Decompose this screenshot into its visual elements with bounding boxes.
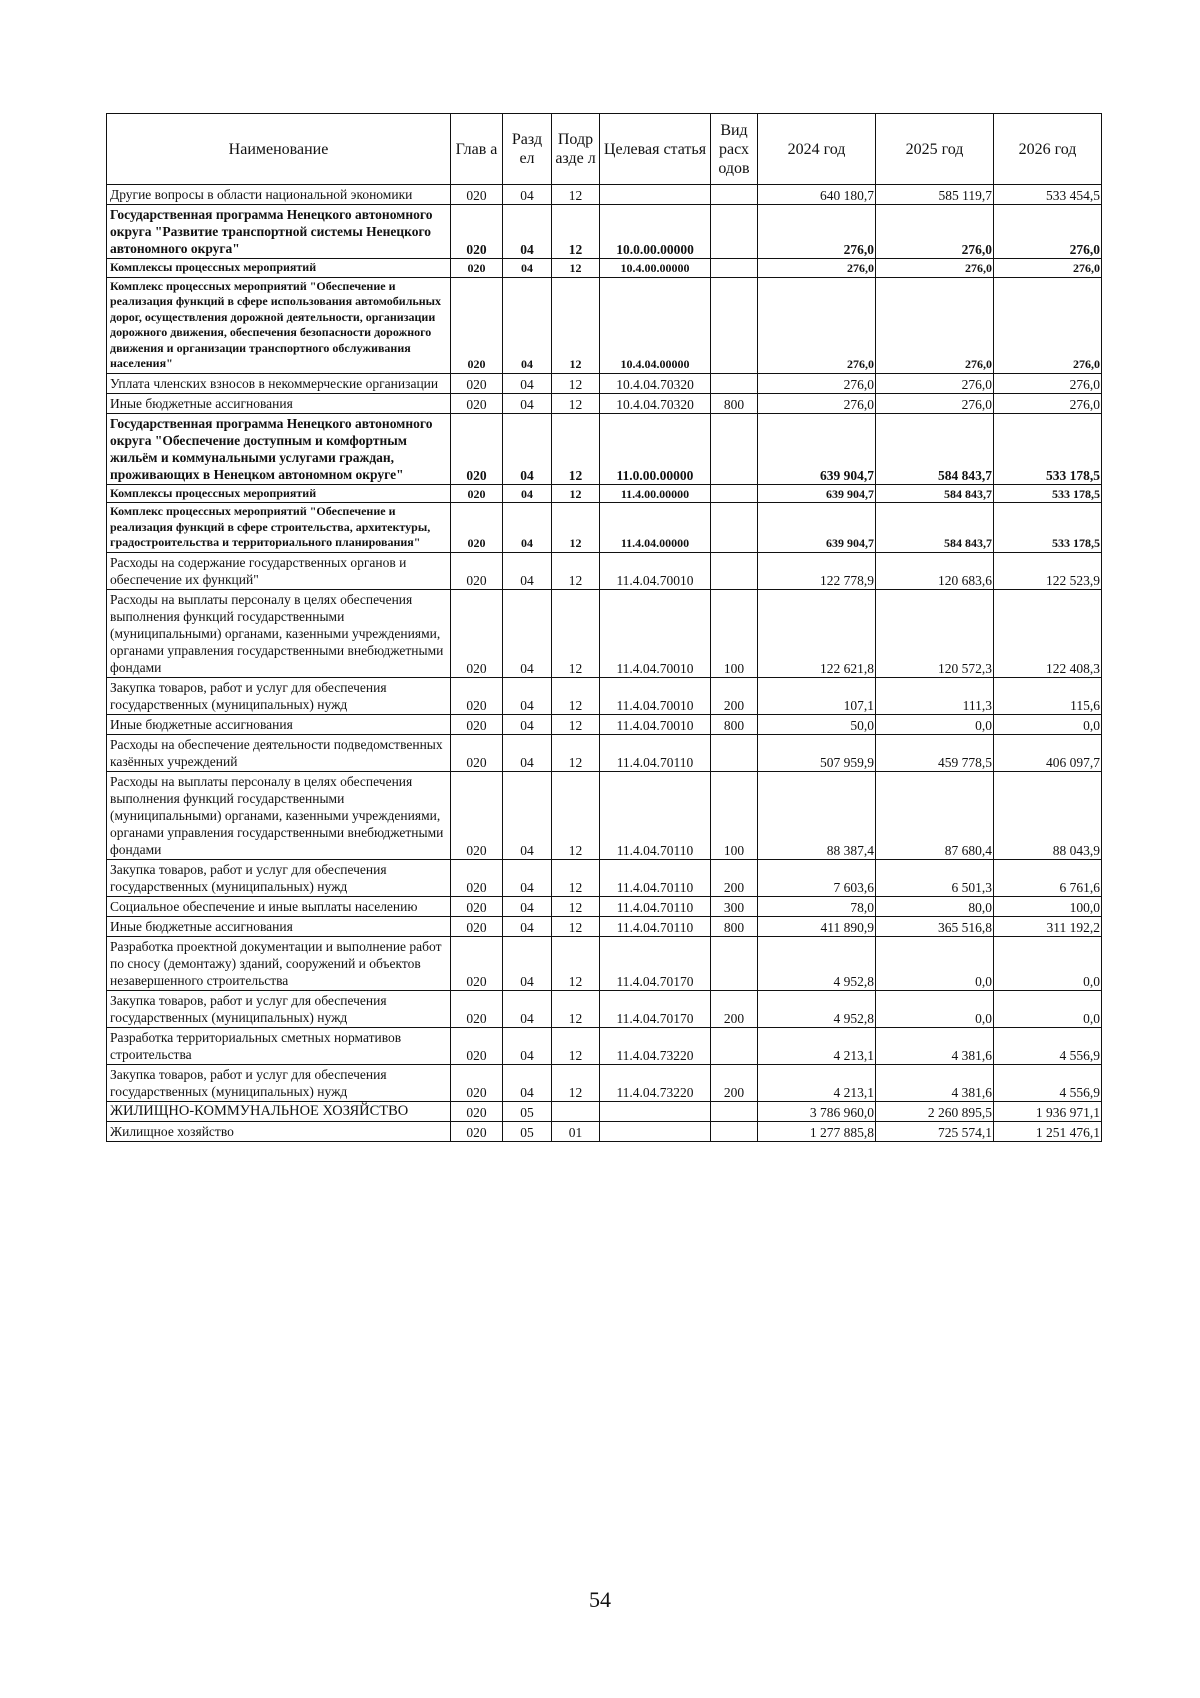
cell-vid-rashodov: [711, 185, 758, 205]
cell-2024: 276,0: [758, 373, 876, 393]
cell-razdel: 04: [503, 916, 552, 936]
cell-glava: 020: [451, 552, 503, 589]
header-vid-rashodov: Вид расх одов: [711, 114, 758, 185]
cell-razdel: 04: [503, 1064, 552, 1101]
cell-2026: 533 178,5: [994, 413, 1102, 484]
cell-name: Комплексы процессных мероприятий: [107, 259, 451, 278]
header-row: [107, 114, 1102, 185]
cell-2024: 276,0: [758, 277, 876, 373]
cell-vid-rashodov: 200: [711, 990, 758, 1027]
cell-2025: 276,0: [876, 277, 994, 373]
cell-2024: 640 180,7: [758, 185, 876, 205]
cell-razdel: 04: [503, 185, 552, 205]
cell-celevaya-statya: 11.4.04.70010: [600, 552, 711, 589]
cell-celevaya-statya: 11.4.04.70010: [600, 589, 711, 677]
cell-celevaya-statya: 10.4.04.70320: [600, 373, 711, 393]
cell-vid-rashodov: [711, 373, 758, 393]
cell-celevaya-statya: 11.4.04.70110: [600, 916, 711, 936]
cell-celevaya-statya: 10.4.04.70320: [600, 393, 711, 413]
cell-2026: 406 097,7: [994, 734, 1102, 771]
header-2026: 2026 год: [994, 114, 1102, 185]
table-body: [107, 185, 1102, 1142]
cell-2026: 0,0: [994, 936, 1102, 990]
cell-2025: 80,0: [876, 896, 994, 916]
cell-celevaya-statya: 11.4.04.70110: [600, 859, 711, 896]
cell-name: Разработка территориальных сметных нормативов строительства: [107, 1027, 451, 1064]
cell-name: Закупка товаров, работ и услуг для обеспечения государственных (муниципальных) нужд: [107, 1064, 451, 1101]
cell-celevaya-statya: 11.4.04.73220: [600, 1064, 711, 1101]
cell-podrazdel: 12: [552, 771, 600, 859]
cell-name: Расходы на выплаты персоналу в целях обеспечения выполнения функций государственными (муниципальными) органами, казенными учреждениями, органами управления государственными внебюджетными фондами: [107, 589, 451, 677]
cell-name: Комплекс процессных мероприятий "Обеспечение и реализация функций в сфере использования автомобильных дорог, осуществления дорожной деятельности, организации дорожного движения, обеспечения безопасности дорожного движения и организации транспортного обслуживания населения": [107, 277, 451, 373]
table-row: [107, 589, 1102, 677]
header-celevaya-statya: Целевая статья: [600, 114, 711, 185]
cell-name: Расходы на выплаты персоналу в целях обеспечения выполнения функций государственными (муниципальными) органами, казенными учреждениями, органами управления государственными внебюджетными фондами: [107, 771, 451, 859]
cell-razdel: 04: [503, 589, 552, 677]
cell-vid-rashodov: [711, 1101, 758, 1121]
cell-2024: 4 213,1: [758, 1064, 876, 1101]
cell-celevaya-statya: 11.4.04.00000: [600, 503, 711, 553]
cell-2026: 533 454,5: [994, 185, 1102, 205]
table-row: [107, 1101, 1102, 1121]
cell-podrazdel: 12: [552, 205, 600, 259]
cell-celevaya-statya: [600, 1101, 711, 1121]
cell-podrazdel: 12: [552, 1027, 600, 1064]
header-razdel: Разд ел: [503, 114, 552, 185]
cell-podrazdel: 12: [552, 484, 600, 503]
table-row: [107, 277, 1102, 373]
cell-podrazdel: 12: [552, 373, 600, 393]
header-glava: Глав а: [451, 114, 503, 185]
table-row: [107, 503, 1102, 553]
cell-name: Расходы на обеспечение деятельности подведомственных казённых учреждений: [107, 734, 451, 771]
cell-2025: 585 119,7: [876, 185, 994, 205]
cell-podrazdel: 12: [552, 413, 600, 484]
cell-name: Разработка проектной документации и выполнение работ по сносу (демонтажу) зданий, сооружений и объектов незавершенного строительства: [107, 936, 451, 990]
cell-2024: 88 387,4: [758, 771, 876, 859]
cell-name: Закупка товаров, работ и услуг для обеспечения государственных (муниципальных) нужд: [107, 990, 451, 1027]
cell-vid-rashodov: [711, 413, 758, 484]
cell-celevaya-statya: [600, 1121, 711, 1141]
cell-vid-rashodov: [711, 259, 758, 278]
cell-razdel: 04: [503, 896, 552, 916]
cell-2025: 87 680,4: [876, 771, 994, 859]
table-row: [107, 1064, 1102, 1101]
cell-razdel: 04: [503, 990, 552, 1027]
cell-podrazdel: 12: [552, 393, 600, 413]
cell-2026: 276,0: [994, 205, 1102, 259]
cell-2025: 120 683,6: [876, 552, 994, 589]
cell-2025: 365 516,8: [876, 916, 994, 936]
cell-razdel: 04: [503, 859, 552, 896]
cell-2025: 111,3: [876, 677, 994, 714]
table-row: [107, 1027, 1102, 1064]
cell-2025: 0,0: [876, 990, 994, 1027]
table-row: [107, 734, 1102, 771]
cell-glava: 020: [451, 185, 503, 205]
cell-glava: 020: [451, 277, 503, 373]
cell-2026: 122 523,9: [994, 552, 1102, 589]
cell-glava: 020: [451, 484, 503, 503]
cell-vid-rashodov: [711, 503, 758, 553]
table-row: [107, 936, 1102, 990]
cell-glava: 020: [451, 1101, 503, 1121]
cell-2025: 120 572,3: [876, 589, 994, 677]
cell-2024: 639 904,7: [758, 413, 876, 484]
cell-razdel: 04: [503, 677, 552, 714]
cell-2024: 4 952,8: [758, 936, 876, 990]
cell-name: Комплекс процессных мероприятий "Обеспечение и реализация функций в сфере строительства, архитектуры, градостроительства и территориального планирования": [107, 503, 451, 553]
cell-2026: 0,0: [994, 714, 1102, 734]
cell-2024: 107,1: [758, 677, 876, 714]
cell-2025: 459 778,5: [876, 734, 994, 771]
cell-2025: 725 574,1: [876, 1121, 994, 1141]
cell-glava: 020: [451, 771, 503, 859]
table-row: [107, 859, 1102, 896]
cell-name: Иные бюджетные ассигнования: [107, 393, 451, 413]
cell-glava: 020: [451, 205, 503, 259]
cell-glava: 020: [451, 714, 503, 734]
cell-2026: 0,0: [994, 990, 1102, 1027]
cell-glava: 020: [451, 393, 503, 413]
cell-2026: 6 761,6: [994, 859, 1102, 896]
cell-glava: 020: [451, 896, 503, 916]
cell-razdel: 04: [503, 771, 552, 859]
cell-2024: 122 621,8: [758, 589, 876, 677]
cell-vid-rashodov: 100: [711, 771, 758, 859]
cell-2026: 115,6: [994, 677, 1102, 714]
cell-podrazdel: 12: [552, 503, 600, 553]
cell-2025: 4 381,6: [876, 1064, 994, 1101]
table-row: [107, 714, 1102, 734]
cell-podrazdel: 12: [552, 916, 600, 936]
cell-glava: 020: [451, 413, 503, 484]
cell-2025: 276,0: [876, 373, 994, 393]
cell-podrazdel: 12: [552, 714, 600, 734]
cell-podrazdel: 12: [552, 859, 600, 896]
cell-2025: 276,0: [876, 393, 994, 413]
cell-vid-rashodov: 800: [711, 393, 758, 413]
cell-2024: 276,0: [758, 393, 876, 413]
cell-2026: 276,0: [994, 373, 1102, 393]
cell-name: Уплата членских взносов в некоммерческие организации: [107, 373, 451, 393]
cell-name: Закупка товаров, работ и услуг для обеспечения государственных (муниципальных) нужд: [107, 677, 451, 714]
header-2024: 2024 год: [758, 114, 876, 185]
cell-2024: 4 213,1: [758, 1027, 876, 1064]
cell-glava: 020: [451, 990, 503, 1027]
cell-vid-rashodov: 800: [711, 916, 758, 936]
cell-vid-rashodov: [711, 734, 758, 771]
cell-2026: 276,0: [994, 259, 1102, 278]
cell-2024: 3 786 960,0: [758, 1101, 876, 1121]
cell-2026: 533 178,5: [994, 503, 1102, 553]
cell-razdel: 04: [503, 1027, 552, 1064]
cell-podrazdel: 12: [552, 259, 600, 278]
cell-razdel: 05: [503, 1101, 552, 1121]
cell-glava: 020: [451, 373, 503, 393]
table-header: [107, 114, 1102, 185]
cell-2024: 1 277 885,8: [758, 1121, 876, 1141]
cell-celevaya-statya: [600, 185, 711, 205]
cell-razdel: 04: [503, 552, 552, 589]
header-2025: 2025 год: [876, 114, 994, 185]
cell-razdel: 04: [503, 393, 552, 413]
cell-2024: 4 952,8: [758, 990, 876, 1027]
cell-podrazdel: 12: [552, 896, 600, 916]
cell-2025: 0,0: [876, 714, 994, 734]
cell-podrazdel: 12: [552, 677, 600, 714]
cell-name: Государственная программа Ненецкого автономного округа "Обеспечение доступным и комфортным жильём и коммунальными услугами граждан, проживающих в Ненецком автономном округе": [107, 413, 451, 484]
cell-2026: 1 936 971,1: [994, 1101, 1102, 1121]
table-row: [107, 393, 1102, 413]
cell-celevaya-statya: 11.4.04.70110: [600, 734, 711, 771]
cell-podrazdel: 12: [552, 589, 600, 677]
cell-razdel: 04: [503, 484, 552, 503]
cell-2024: 639 904,7: [758, 484, 876, 503]
cell-2024: 78,0: [758, 896, 876, 916]
cell-2026: 1 251 476,1: [994, 1121, 1102, 1141]
cell-2026: 533 178,5: [994, 484, 1102, 503]
cell-2026: 100,0: [994, 896, 1102, 916]
page-number: 54: [589, 1587, 611, 1612]
cell-podrazdel: 01: [552, 1121, 600, 1141]
cell-2024: 276,0: [758, 259, 876, 278]
budget-table-container: [106, 113, 1101, 1142]
cell-glava: 020: [451, 503, 503, 553]
cell-celevaya-statya: 10.0.00.00000: [600, 205, 711, 259]
cell-celevaya-statya: 10.4.04.00000: [600, 277, 711, 373]
table-row: [107, 916, 1102, 936]
cell-vid-rashodov: 200: [711, 859, 758, 896]
cell-vid-rashodov: 100: [711, 589, 758, 677]
table-row: [107, 484, 1102, 503]
cell-2024: 50,0: [758, 714, 876, 734]
cell-celevaya-statya: 11.4.04.70110: [600, 771, 711, 859]
cell-2025: 2 260 895,5: [876, 1101, 994, 1121]
cell-podrazdel: [552, 1101, 600, 1121]
cell-2025: 6 501,3: [876, 859, 994, 896]
cell-razdel: 04: [503, 277, 552, 373]
cell-vid-rashodov: 200: [711, 1064, 758, 1101]
cell-vid-rashodov: 800: [711, 714, 758, 734]
table-row: [107, 205, 1102, 259]
cell-name: Комплексы процессных мероприятий: [107, 484, 451, 503]
cell-vid-rashodov: [711, 552, 758, 589]
cell-razdel: 04: [503, 714, 552, 734]
cell-razdel: 04: [503, 503, 552, 553]
cell-name: Закупка товаров, работ и услуг для обеспечения государственных (муниципальных) нужд: [107, 859, 451, 896]
cell-podrazdel: 12: [552, 990, 600, 1027]
cell-2025: 276,0: [876, 259, 994, 278]
cell-2026: 88 043,9: [994, 771, 1102, 859]
cell-glava: 020: [451, 1121, 503, 1141]
cell-2026: 311 192,2: [994, 916, 1102, 936]
cell-celevaya-statya: 10.4.00.00000: [600, 259, 711, 278]
cell-2024: 507 959,9: [758, 734, 876, 771]
table-row: [107, 259, 1102, 278]
cell-celevaya-statya: 11.4.04.73220: [600, 1027, 711, 1064]
cell-name: Социальное обеспечение и иные выплаты населению: [107, 896, 451, 916]
cell-razdel: 04: [503, 205, 552, 259]
cell-celevaya-statya: 11.4.04.70010: [600, 714, 711, 734]
cell-vid-rashodov: [711, 484, 758, 503]
header-podrazdel: Подр азде л: [552, 114, 600, 185]
cell-razdel: 04: [503, 259, 552, 278]
cell-celevaya-statya: 11.4.04.70170: [600, 936, 711, 990]
cell-razdel: 04: [503, 734, 552, 771]
cell-razdel: 04: [503, 413, 552, 484]
cell-name: Жилищное хозяйство: [107, 1121, 451, 1141]
table-row: [107, 552, 1102, 589]
cell-name: Государственная программа Ненецкого автономного округа "Развитие транспортной системы Ненецкого автономного округа": [107, 205, 451, 259]
cell-podrazdel: 12: [552, 936, 600, 990]
table-row: [107, 677, 1102, 714]
cell-2024: 276,0: [758, 205, 876, 259]
cell-name: ЖИЛИЩНО-КОММУНАЛЬНОЕ ХОЗЯЙСТВО: [107, 1101, 451, 1121]
cell-name: Иные бюджетные ассигнования: [107, 714, 451, 734]
cell-glava: 020: [451, 259, 503, 278]
cell-vid-rashodov: [711, 1121, 758, 1141]
cell-2025: 584 843,7: [876, 413, 994, 484]
table-row: [107, 896, 1102, 916]
cell-razdel: 04: [503, 373, 552, 393]
cell-name: Расходы на содержание государственных органов и обеспечение их функций": [107, 552, 451, 589]
cell-2025: 276,0: [876, 205, 994, 259]
cell-glava: 020: [451, 916, 503, 936]
cell-vid-rashodov: 300: [711, 896, 758, 916]
cell-2026: 4 556,9: [994, 1064, 1102, 1101]
cell-vid-rashodov: [711, 205, 758, 259]
cell-podrazdel: 12: [552, 734, 600, 771]
cell-podrazdel: 12: [552, 185, 600, 205]
header-name: Наименование: [107, 114, 451, 185]
cell-glava: 020: [451, 859, 503, 896]
cell-celevaya-statya: 11.4.04.70110: [600, 896, 711, 916]
cell-2026: 276,0: [994, 277, 1102, 373]
cell-2025: 584 843,7: [876, 503, 994, 553]
cell-razdel: 05: [503, 1121, 552, 1141]
cell-glava: 020: [451, 734, 503, 771]
cell-2025: 0,0: [876, 936, 994, 990]
cell-name: Иные бюджетные ассигнования: [107, 916, 451, 936]
cell-celevaya-statya: 11.0.00.00000: [600, 413, 711, 484]
cell-2026: 122 408,3: [994, 589, 1102, 677]
cell-name: Другие вопросы в области национальной экономики: [107, 185, 451, 205]
cell-vid-rashodov: [711, 1027, 758, 1064]
cell-2024: 411 890,9: [758, 916, 876, 936]
table-row: [107, 990, 1102, 1027]
cell-2026: 276,0: [994, 393, 1102, 413]
cell-glava: 020: [451, 1027, 503, 1064]
cell-glava: 020: [451, 936, 503, 990]
cell-vid-rashodov: [711, 277, 758, 373]
table-row: [107, 373, 1102, 393]
cell-2024: 639 904,7: [758, 503, 876, 553]
cell-podrazdel: 12: [552, 552, 600, 589]
cell-2024: 122 778,9: [758, 552, 876, 589]
cell-2026: 4 556,9: [994, 1027, 1102, 1064]
budget-table: [106, 113, 1102, 1142]
table-row: [107, 413, 1102, 484]
cell-celevaya-statya: 11.4.04.70010: [600, 677, 711, 714]
cell-glava: 020: [451, 677, 503, 714]
cell-celevaya-statya: 11.4.04.70170: [600, 990, 711, 1027]
table-row: [107, 771, 1102, 859]
table-row: [107, 1121, 1102, 1141]
cell-podrazdel: 12: [552, 277, 600, 373]
cell-glava: 020: [451, 1064, 503, 1101]
cell-2025: 584 843,7: [876, 484, 994, 503]
cell-celevaya-statya: 11.4.00.00000: [600, 484, 711, 503]
cell-2024: 7 603,6: [758, 859, 876, 896]
cell-razdel: 04: [503, 936, 552, 990]
cell-vid-rashodov: [711, 936, 758, 990]
cell-glava: 020: [451, 589, 503, 677]
table-row: [107, 185, 1102, 205]
cell-vid-rashodov: 200: [711, 677, 758, 714]
cell-podrazdel: 12: [552, 1064, 600, 1101]
cell-2025: 4 381,6: [876, 1027, 994, 1064]
